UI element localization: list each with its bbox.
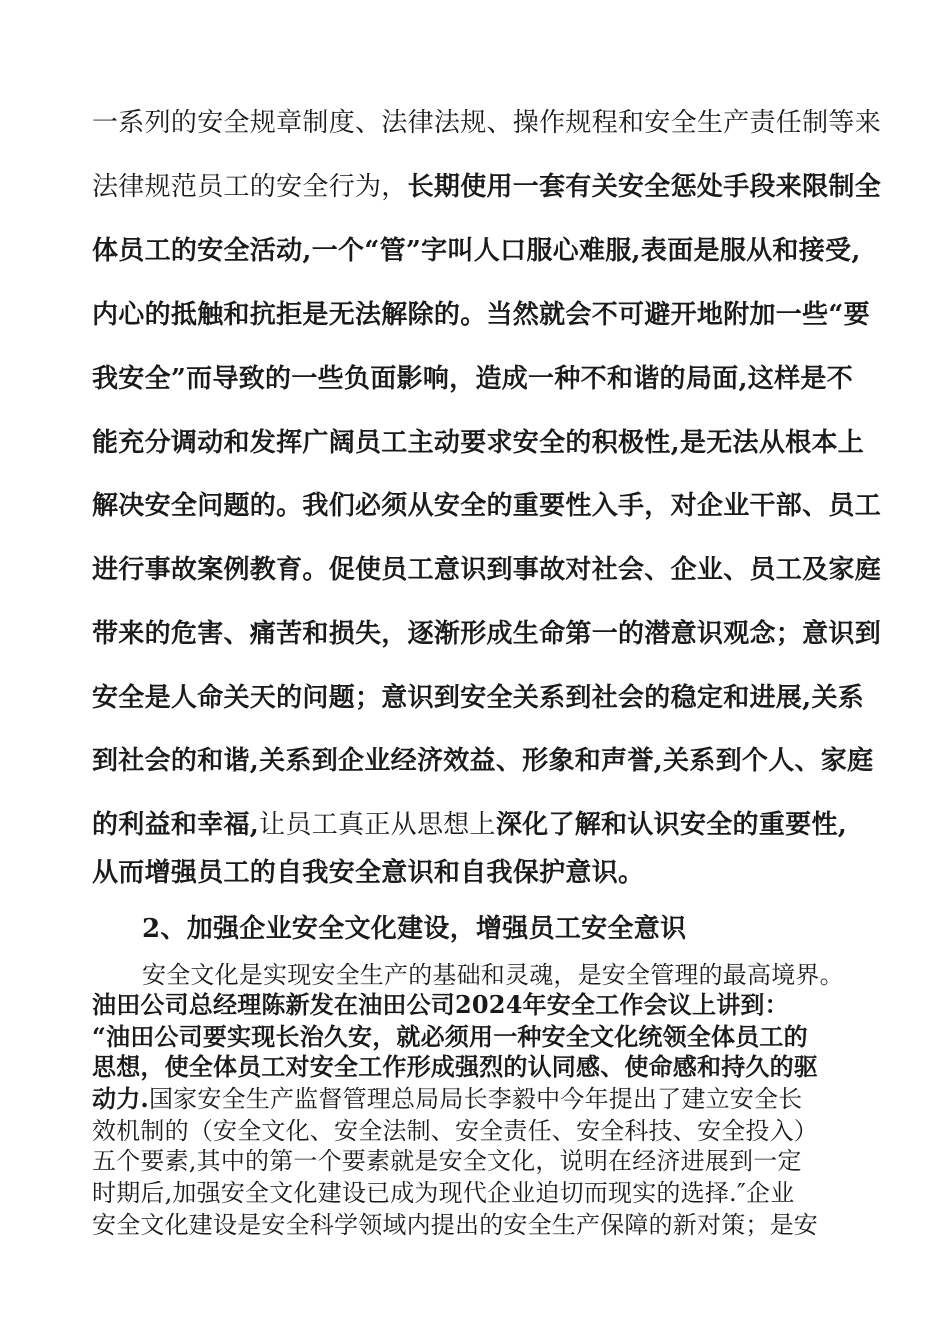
paragraph-line-3 (92, 234, 882, 268)
text-run-bold: 到社会的和谐,关系到企业经济效益、形象和声誉,关系到个人、家庭 (92, 746, 874, 776)
paragraph-line-8 (92, 553, 882, 587)
text-run-bold: 深化了解和认识安全的重要性, (495, 810, 848, 840)
paragraph-line-6 (92, 426, 882, 460)
text-run: 国家安全生产监督管理总局局长李毅中今年提出了建立安全长 (148, 1085, 803, 1113)
paragraph-line-11 (92, 744, 882, 778)
paragraph-line-5 (92, 362, 882, 396)
paragraph-line-2 (92, 170, 882, 204)
paragraph2-line-5 (92, 1084, 882, 1114)
paragraph2-line-8 (92, 1178, 882, 1208)
paragraph2-line-6 (92, 1116, 882, 1146)
paragraph2-line-9 (92, 1210, 882, 1240)
text-run-bold: 的利益和幸福, (92, 810, 260, 840)
text-run-bold: 能充分调动和发挥广阔员工主动要求安全的积极性,是无法从根本上 (92, 428, 865, 458)
paragraph-line-9 (92, 617, 882, 651)
text-run-bold: 思想，使全体员工对安全工作形成强烈的认同感、使命感和持久的驱 (92, 1052, 818, 1081)
paragraph-line-13 (92, 856, 882, 890)
section-heading (142, 912, 882, 946)
text-run: 一系列的安全规章制度、法律法规、操作规程和安全生产责任制等来 (92, 108, 882, 138)
text-run-bold: 体员工的安全活动,一个“管”字叫人口服心难服,表面是服从和接受, (92, 236, 861, 266)
paragraph-line-12 (92, 808, 882, 842)
text-run-bold: 我安全”而导致的一些负面影响，造成一种不和谐的局面,这样是不 (92, 364, 854, 394)
text-run-bold: 长期使用一套有关安全惩处手段来限制全 (407, 172, 882, 202)
text-run-bold: 带来的危害、痛苦和损失，逐渐形成生命第一的潜意识观念；意识到 (92, 619, 882, 649)
paragraph2-line-7 (92, 1146, 882, 1176)
paragraph-line-4 (92, 298, 882, 332)
text-run-bold: “油田公司要实现长治久安，就必须用一种安全文化统领全体员工的 (92, 1022, 808, 1051)
text-run-bold: 动力. (92, 1084, 149, 1113)
text-run: 法律规范员工的安全行为， (92, 172, 408, 202)
text-run-bold: 从而增强员工的自我安全意识和自我保护意识。 (92, 858, 645, 888)
text-run-bold: 进行事故案例教育。促使员工意识到事故对社会、企业、员工及家庭 (92, 555, 882, 585)
heading-text: 2、加强企业安全文化建设，增强员工安全意识 (142, 914, 687, 944)
text-run: 时期后,加强安全文化建设已成为现代企业迫切而现实的选择.″企业 (92, 1179, 795, 1207)
paragraph-line-10 (92, 681, 882, 715)
text-run: 安全文化建设是安全科学领域内提出的安全生产保障的新对策；是安 (92, 1211, 818, 1239)
text-run: 五个要素,其中的第一个要素就是安全文化，说明在经济进展到一定 (92, 1147, 802, 1175)
paragraph-line-7 (92, 489, 882, 523)
paragraph-line-1 (92, 106, 882, 140)
paragraph2-line-1 (142, 960, 882, 990)
paragraph2-line-3 (92, 1022, 882, 1052)
text-run-bold: 内心的抵触和抗拒是无法解除的。当然就会不可避开地附加一些“要 (92, 300, 870, 330)
text-run-bold: 安全是人命关天的问题；意识到安全关系到社会的稳定和进展,关系 (92, 683, 865, 713)
text-run-bold: 油田公司总经理陈新发在油田公司2024年安全工作会议上讲到： (92, 990, 789, 1019)
text-run: 让员工真正从思想上 (259, 810, 496, 840)
paragraph2-line-2 (92, 990, 882, 1020)
text-run: 安全文化是实现安全生产的基础和灵魂，是安全管理的最高境界。 (142, 961, 844, 989)
text-run-bold: 解决安全问题的。我们必须从安全的重要性入手，对企业干部、员工 (92, 491, 882, 521)
text-run: 效机制的（安全文化、安全法制、安全责任、安全科技、安全投入） (92, 1117, 818, 1145)
paragraph2-line-4 (92, 1052, 882, 1082)
